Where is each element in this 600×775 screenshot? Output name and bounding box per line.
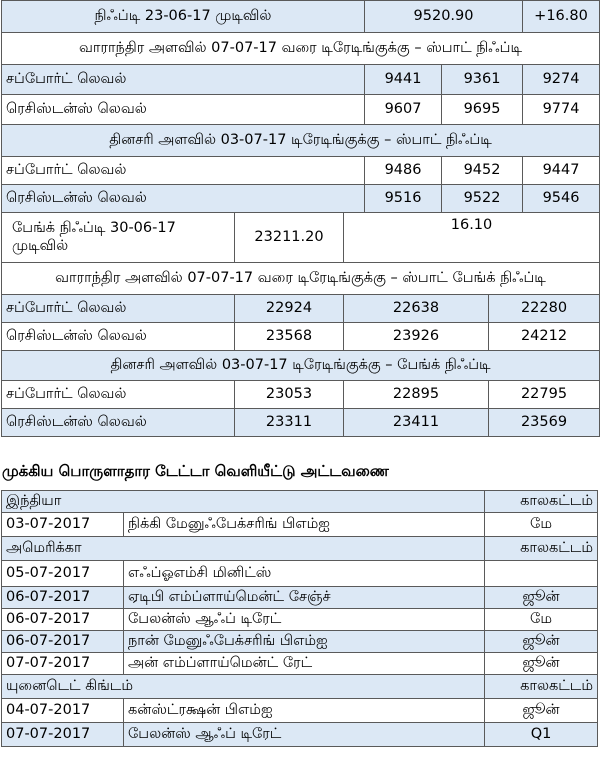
banknifty-weekly-support-row: [2, 295, 600, 323]
banknifty-weekly-heading: வாராந்திர அளவில் 07-07-17 வரை டிரேடிங்குக்கு – ஸ்பாட் பேங்க் நிஃப்டி: [2, 263, 600, 295]
support-level-label: சப்போர்ட் லெவல்: [2, 65, 365, 95]
level-value: 9607: [365, 95, 442, 125]
banknifty-weekly-heading-row: [2, 263, 600, 295]
table-row: [2, 609, 598, 631]
event-date: 06-07-2017: [2, 587, 124, 609]
region-name: யுனைடெட் கிங்டம்: [2, 675, 485, 699]
nifty-daily-support-row: [2, 157, 600, 185]
period-header: காலகட்டம்: [485, 537, 598, 561]
banknifty-weekly-resistance-row: [2, 323, 600, 351]
nifty-weekly-heading-row: [2, 33, 600, 65]
level-value: 9447: [523, 157, 600, 185]
banknifty-close-value: 23211.20: [235, 213, 344, 263]
event-period: ஜூன்: [485, 653, 598, 675]
table-row: [2, 631, 598, 653]
level-value: 9486: [365, 157, 442, 185]
banknifty-daily-heading-row: [2, 351, 600, 381]
event-date: 04-07-2017: [2, 699, 124, 723]
event-period: ஜூன்: [485, 631, 598, 653]
nifty-summary-row: [2, 1, 600, 33]
levels-table: [1, 0, 600, 213]
nifty-close-value: 9520.90: [365, 1, 523, 33]
support-level-label: சப்போர்ட் லெவல்: [2, 295, 235, 323]
nifty-weekly-resistance-row: [2, 95, 600, 125]
banknifty-summary-row: [2, 213, 600, 263]
level-value: 22895: [344, 381, 489, 409]
table-row: [2, 653, 598, 675]
event-name: நான் மேனுஃபேக்சரிங் பிஎம்ஐ: [124, 631, 485, 653]
nifty-weekly-support-row: [2, 65, 600, 95]
table-row: [2, 561, 598, 587]
nifty-daily-heading: தினசரி அளவில் 03-07-17 டிரேடிங்குக்கு – ஸ்பாட் நிஃப்டி: [2, 125, 600, 157]
event-period: ஜூன்: [485, 699, 598, 723]
level-value: 9516: [365, 185, 442, 213]
event-date: 06-07-2017: [2, 631, 124, 653]
resistance-level-label: ரெசிஸ்டன்ஸ் லெவல்: [2, 409, 235, 437]
support-level-label: சப்போர்ட் லெவல்: [2, 381, 235, 409]
banknifty-daily-resistance-row: [2, 409, 600, 437]
table-row: [2, 587, 598, 609]
level-value: 23053: [235, 381, 344, 409]
event-date: 06-07-2017: [2, 609, 124, 631]
event-date: 07-07-2017: [2, 723, 124, 747]
level-value: 9695: [442, 95, 523, 125]
level-value: 23926: [344, 323, 489, 351]
period-header: காலகட்டம்: [485, 675, 598, 699]
level-value: 9361: [442, 65, 523, 95]
nifty-change-value: +16.80: [523, 1, 600, 33]
region-row-usa: [2, 537, 598, 561]
level-value: 9441: [365, 65, 442, 95]
table-row: [2, 723, 598, 747]
table-row: [2, 699, 598, 723]
banknifty-daily-heading: தினசரி அளவில் 03-07-17 டிரேடிங்குக்கு – பேங்க் நிஃப்டி: [2, 351, 600, 381]
event-date: 05-07-2017: [2, 561, 124, 587]
level-value: 9452: [442, 157, 523, 185]
level-value: 22795: [489, 381, 600, 409]
region-name: அமெரிக்கா: [2, 537, 485, 561]
region-row-uk: [2, 675, 598, 699]
level-value: 22924: [235, 295, 344, 323]
level-value: 9774: [523, 95, 600, 125]
event-period: மே: [485, 513, 598, 537]
event-name: பேலன்ஸ் ஆஃப் டிரேட்: [124, 723, 485, 747]
bank-levels-table: [1, 212, 600, 437]
level-value: 9546: [523, 185, 600, 213]
economic-calendar-table: [1, 490, 598, 747]
level-value: 22638: [344, 295, 489, 323]
banknifty-daily-support-row: [2, 381, 600, 409]
resistance-level-label: ரெசிஸ்டன்ஸ் லெவல்: [2, 185, 365, 213]
level-value: 9522: [442, 185, 523, 213]
event-period: Q1: [485, 723, 598, 747]
event-name: எஃப்ஓஎம்சி மினிட்ஸ்: [124, 561, 485, 587]
event-name: கன்ஸ்ட்ரக்ஷன் பிஎம்ஐ: [124, 699, 485, 723]
event-date: 07-07-2017: [2, 653, 124, 675]
event-period: [485, 561, 598, 587]
banknifty-summary-label: பேங்க் நிஃப்டி 30-06-17 முடிவில்: [2, 213, 235, 263]
nifty-daily-heading-row: [2, 125, 600, 157]
event-name: பேலன்ஸ் ஆஃப் டிரேட்: [124, 609, 485, 631]
nifty-daily-resistance-row: [2, 185, 600, 213]
table-row: [2, 513, 598, 537]
level-value: 23311: [235, 409, 344, 437]
level-value: 23411: [344, 409, 489, 437]
event-name: ஏடிபி எம்ப்ளாய்மென்ட் சேஞ்ச்: [124, 587, 485, 609]
period-header: காலகட்டம்: [485, 491, 598, 513]
level-value: 9274: [523, 65, 600, 95]
nifty-weekly-heading: வாராந்திர அளவில் 07-07-17 வரை டிரேடிங்குக்கு – ஸ்பாட் நிஃப்டி: [2, 33, 600, 65]
resistance-level-label: ரெசிஸ்டன்ஸ் லெவல்: [2, 323, 235, 351]
region-row-india: [2, 491, 598, 513]
event-period: ஜூன்: [485, 587, 598, 609]
level-value: 22280: [489, 295, 600, 323]
event-name: அன் எம்ப்ளாய்மென்ட் ரேட்: [124, 653, 485, 675]
nifty-summary-label: நிஃப்டி 23-06-17 முடிவில்: [2, 1, 365, 33]
event-name: நிக்கி மேனுஃபேக்சரிங் பிஎம்ஐ: [124, 513, 485, 537]
resistance-level-label: ரெசிஸ்டன்ஸ் லெவல்: [2, 95, 365, 125]
economic-calendar-title: முக்கிய பொருளாதார டேட்டா வெளியீட்டு அட்டவணை: [2, 462, 389, 480]
banknifty-change-value: 16.10: [344, 213, 600, 263]
support-level-label: சப்போர்ட் லெவல்: [2, 157, 365, 185]
level-value: 23568: [235, 323, 344, 351]
event-date: 03-07-2017: [2, 513, 124, 537]
level-value: 23569: [489, 409, 600, 437]
region-name: இந்தியா: [2, 491, 485, 513]
event-period: மே: [485, 609, 598, 631]
level-value: 24212: [489, 323, 600, 351]
